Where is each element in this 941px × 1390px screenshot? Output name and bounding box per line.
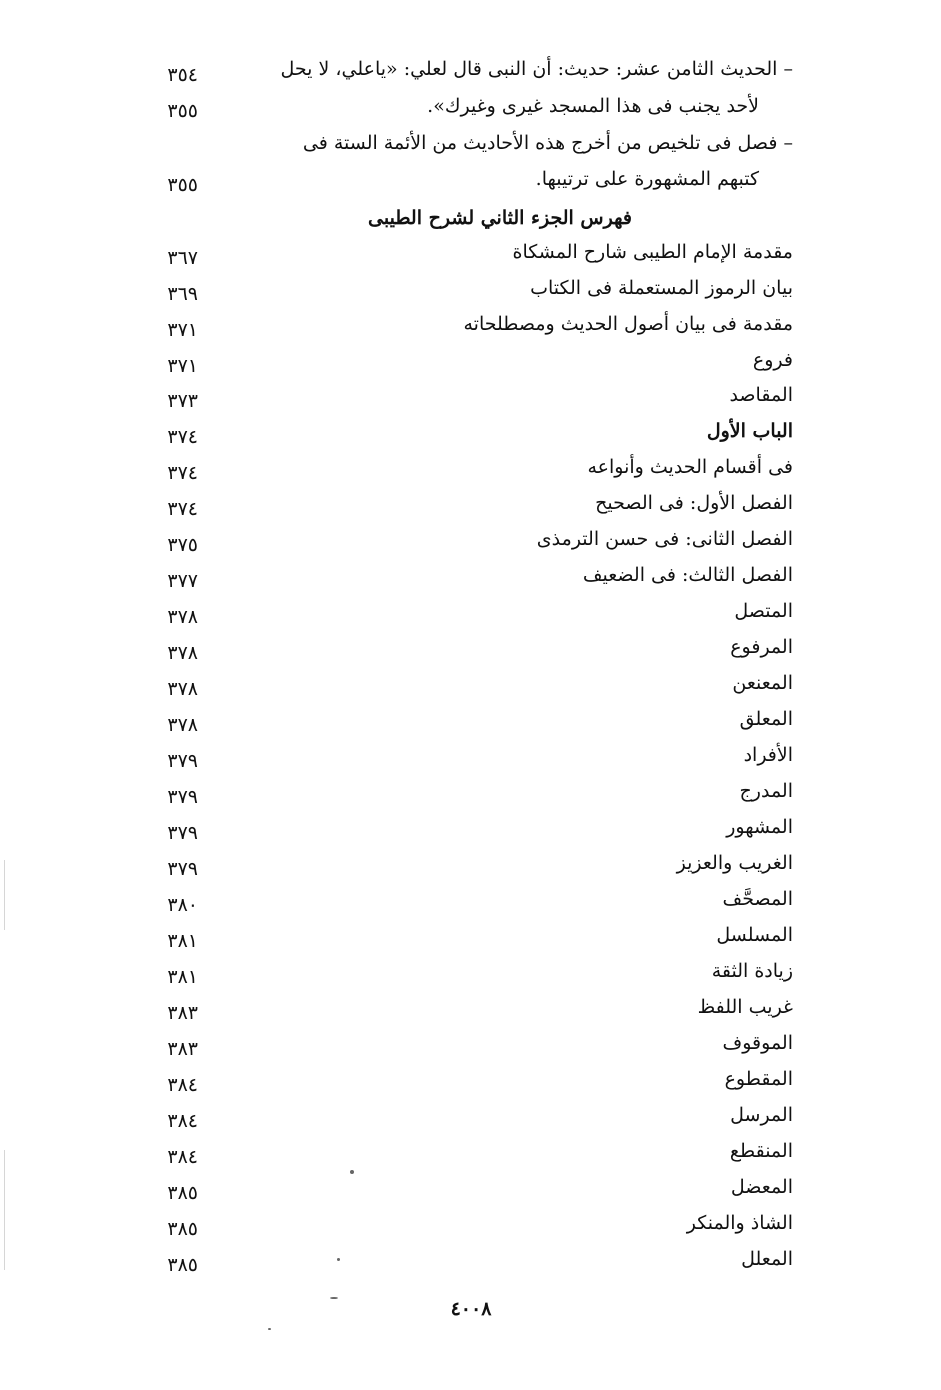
- page-number: ٣٥٥: [167, 174, 198, 196]
- index-entry: الفصل الثالث: فى الضعيف: [582, 564, 793, 586]
- print-speck: [330, 1297, 338, 1299]
- page-number: ٣٧٥: [167, 534, 198, 556]
- page-number: ٣٧٤: [167, 462, 198, 484]
- index-entry: المدرج: [739, 780, 793, 802]
- page-number: ٣٧١: [167, 319, 198, 341]
- page-number: ٣٨١: [167, 930, 198, 952]
- page-number: ٣٧٩: [167, 786, 198, 808]
- page-number: ٣٧٨: [167, 606, 198, 628]
- index-entry: فى أقسام الحديث وأنواعه: [587, 456, 793, 478]
- page-number: ٣٥٥: [167, 100, 198, 122]
- print-speck: [268, 1328, 271, 1330]
- index-entry: المقاصد: [729, 384, 793, 406]
- page-number: ٣٨٥: [167, 1218, 198, 1240]
- page-number: ٣٦٩: [167, 283, 198, 305]
- scan-edge-mark: [4, 1150, 5, 1270]
- index-entry: المصحَّف: [722, 888, 793, 910]
- page-number: ٣٧٩: [167, 822, 198, 844]
- index-entry: المتصل: [734, 600, 793, 622]
- page-number: ٣٨٣: [167, 1002, 198, 1024]
- index-entry: الأفراد: [743, 744, 793, 766]
- page-number: ٣٨٠: [167, 894, 198, 916]
- index-entry: الفصل الأول: فى الصحيح: [595, 492, 793, 514]
- page-number: ٣٧٨: [167, 678, 198, 700]
- index-entry: غريب اللفظ: [697, 996, 793, 1018]
- entry-line: لأحد يجنب فى هذا المسجد غيرى وغيرك».: [427, 95, 759, 117]
- page-number: ٣٧٨: [167, 642, 198, 664]
- page-number: ٣٨٤: [167, 1146, 198, 1168]
- section-heading: فهرس الجزء الثاني لشرح الطيبى: [368, 207, 632, 229]
- page-number: ٣٨٥: [167, 1254, 198, 1276]
- index-entry: مقدمة فى بيان أصول الحديث ومصطلحاته: [463, 313, 793, 335]
- page-number: ٣٦٧: [167, 247, 198, 269]
- scan-edge-mark: [4, 860, 5, 930]
- page-number: ٣٧٩: [167, 750, 198, 772]
- index-entry: الشاذ والمنكر: [686, 1212, 793, 1234]
- index-entry: مقدمة الإمام الطيبى شارح المشكاة: [512, 241, 793, 263]
- page-number: ٣٧٨: [167, 714, 198, 736]
- index-entry: المنقطع: [729, 1140, 793, 1162]
- page-number: ٣٧٣: [167, 390, 198, 412]
- entry-line: – الحديث الثامن عشر: حديث: أن النبى قال لعلي: «ياعلي، لا يحل: [280, 58, 793, 80]
- index-entry: المشهور: [726, 816, 793, 838]
- print-speck: [337, 1258, 340, 1261]
- index-entry: فروع: [752, 349, 793, 371]
- index-entry: المقطوع: [724, 1068, 793, 1090]
- print-speck: [350, 1170, 354, 1174]
- entry-line: – فصل فى تلخيص من أخرج هذه الأحاديث من الأئمة الستة فى: [302, 132, 793, 154]
- page-number: ٣٥٤: [167, 64, 198, 86]
- chapter-heading: الباب الأول: [706, 420, 793, 442]
- index-entry: زيادة الثقة: [711, 960, 793, 982]
- page-number: ٣٨٥: [167, 1182, 198, 1204]
- page-number: ٣٧٩: [167, 858, 198, 880]
- entry-line: كتبهم المشهورة على ترتيبها.: [535, 168, 759, 190]
- index-entry: المعلل: [741, 1248, 793, 1270]
- index-entry: المرسل: [730, 1104, 793, 1126]
- index-entry: بيان الرموز المستعملة فى الكتاب: [530, 277, 793, 299]
- page-number: ٣٨٤: [167, 1110, 198, 1132]
- index-entry: المسلسل: [716, 924, 793, 946]
- index-entry: الفصل الثانى: فى حسن الترمذى: [536, 528, 793, 550]
- index-entry: الغريب والعزيز: [676, 852, 793, 874]
- folio-page-number: ٤٠٠٨: [450, 1298, 492, 1320]
- page-number: ٣٧٤: [167, 498, 198, 520]
- index-entry: المعنعن: [732, 672, 793, 694]
- page-number: ٣٧٤: [167, 426, 198, 448]
- page-number: ٣٨٣: [167, 1038, 198, 1060]
- index-entry: الموقوف: [722, 1032, 793, 1054]
- page-number: ٣٨٤: [167, 1074, 198, 1096]
- page-number: ٣٧٧: [167, 570, 198, 592]
- index-entry: المرفوع: [730, 636, 793, 658]
- page-number: ٣٧١: [167, 355, 198, 377]
- page-number: ٣٨١: [167, 966, 198, 988]
- index-entry: المعضل: [730, 1176, 793, 1198]
- index-entry: المعلق: [739, 708, 793, 730]
